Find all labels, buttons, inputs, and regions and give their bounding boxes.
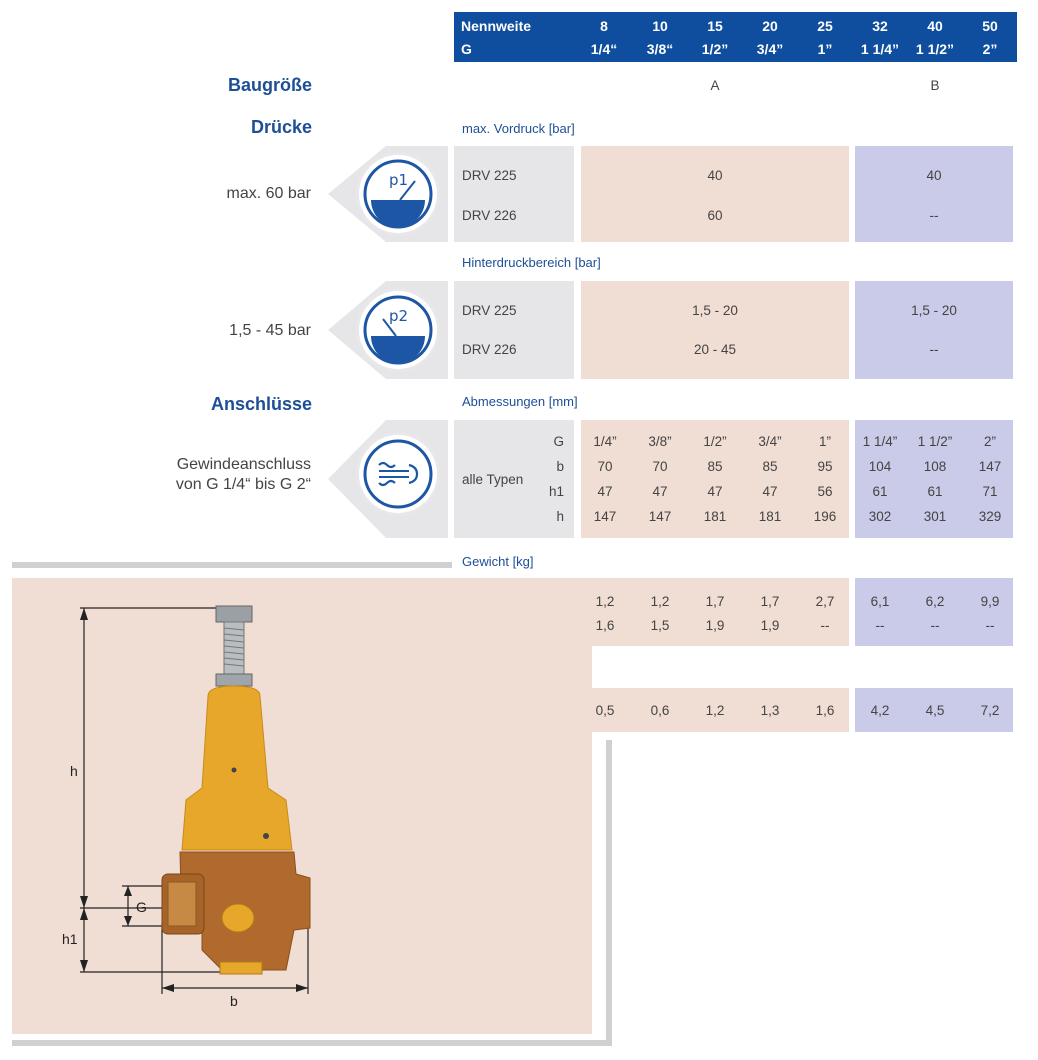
nennweite-40: 40 — [927, 18, 943, 34]
hinterdruck-size-a — [581, 281, 849, 379]
dim-key: h — [556, 509, 564, 524]
value-cell: 9,9 — [980, 594, 1000, 609]
anschluesse-side-line1: Gewindeanschluss — [176, 456, 311, 473]
value-cell: 1 1/4” — [862, 434, 898, 449]
value-cell: 147 — [593, 509, 617, 524]
value-cell: 95 — [817, 459, 833, 474]
value-cell: 104 — [868, 459, 892, 474]
vordruck-size-b — [855, 146, 1013, 242]
value-cell: 20 - 45 — [693, 342, 737, 357]
value-cell: 1,6 — [595, 618, 615, 633]
value-cell: 108 — [923, 459, 947, 474]
g-label: G — [461, 41, 472, 57]
g-size: 1 1/4” — [860, 41, 900, 57]
nennweite-25: 25 — [817, 18, 833, 34]
value-cell: 70 — [597, 459, 613, 474]
row-name: DRV 225 — [462, 303, 517, 318]
g-size: 1 1/2” — [915, 41, 955, 57]
value-cell: 61 — [872, 484, 888, 499]
value-cell: -- — [820, 618, 830, 633]
row-name: DRV 226 — [462, 342, 517, 357]
value-cell: 2,7 — [815, 594, 835, 609]
row-name: DRV 225 — [462, 168, 517, 183]
g-size: 3/8“ — [646, 41, 674, 57]
thread-connection-icon — [359, 435, 437, 513]
nennweite-50: 50 — [982, 18, 998, 34]
value-cell: 85 — [762, 459, 778, 474]
value-cell: 47 — [762, 484, 778, 499]
gewicht-title: Gewicht [kg] — [462, 554, 534, 569]
g-size: 2” — [982, 41, 998, 57]
valve-illustration — [12, 578, 592, 1034]
size-header — [454, 12, 1017, 62]
vordruck-size-a — [581, 146, 849, 242]
hinterdruck-side-text: 1,5 - 45 bar — [229, 322, 311, 339]
value-cell: 0,6 — [650, 703, 670, 718]
size-b-label: B — [930, 78, 940, 93]
svg-text:b: b — [230, 993, 238, 1009]
anschluesse-heading: Anschlüsse — [210, 394, 312, 414]
value-cell: 1/4” — [593, 434, 617, 449]
vordruck-side-text: max. 60 bar — [226, 185, 311, 202]
value-cell: 47 — [707, 484, 723, 499]
pressure-gauge-p2-icon — [359, 291, 437, 369]
value-cell: 302 — [868, 509, 892, 524]
nennweite-20: 20 — [762, 18, 778, 34]
type-label: alle Typen — [462, 472, 524, 487]
value-cell: 1,7 — [705, 594, 725, 609]
value-cell: 85 — [707, 459, 723, 474]
svg-text:p1: p1 — [389, 171, 409, 189]
nennweite-8: 8 — [600, 18, 608, 34]
nennweite-15: 15 — [707, 18, 723, 34]
vordruck-name-col — [454, 146, 574, 242]
value-cell: 60 — [707, 208, 723, 223]
nennweite-label: Nennweite — [461, 18, 532, 34]
nennweite-32: 32 — [872, 18, 888, 34]
value-cell: 329 — [978, 509, 1002, 524]
value-cell: 71 — [982, 484, 998, 499]
value-cell: 147 — [978, 459, 1002, 474]
value-cell: -- — [985, 618, 995, 633]
value-cell: 70 — [652, 459, 668, 474]
value-cell: 47 — [652, 484, 668, 499]
value-cell: -- — [929, 342, 939, 357]
row-name: DRV 226 — [462, 208, 517, 223]
value-cell: 1,5 - 20 — [911, 303, 957, 318]
value-cell: -- — [875, 618, 885, 633]
value-cell: 181 — [703, 509, 727, 524]
druecke-heading: Drücke — [250, 117, 312, 137]
value-cell: 1,2 — [705, 703, 725, 718]
frame-line — [606, 740, 612, 1044]
hinterdruck-size-b — [855, 281, 1013, 379]
value-cell: 1 1/2” — [917, 434, 953, 449]
size-a-label: A — [710, 78, 720, 93]
gewicht-size-a — [581, 578, 849, 646]
vordruck-title: max. Vordruck [bar] — [462, 121, 575, 136]
valve-drawing-panel — [12, 578, 592, 1034]
value-cell: 6,2 — [925, 594, 945, 609]
value-cell: 4,2 — [870, 703, 890, 718]
value-cell: 1,5 — [650, 618, 670, 633]
value-cell: 1,2 — [595, 594, 615, 609]
g-size: 3/4” — [756, 41, 784, 57]
value-cell: 3/8” — [648, 434, 672, 449]
value-cell: 1,5 - 20 — [692, 303, 738, 318]
value-cell: 56 — [817, 484, 833, 499]
value-cell: 1,9 — [705, 618, 725, 633]
value-cell: 1” — [818, 434, 831, 449]
value-cell: 1,2 — [650, 594, 670, 609]
g-size: 1/4“ — [590, 41, 618, 57]
frame-line — [12, 1040, 612, 1046]
svg-text:h: h — [70, 763, 78, 779]
value-cell: 181 — [758, 509, 782, 524]
value-cell: 3/4” — [758, 434, 782, 449]
g-size: 1” — [817, 41, 833, 57]
baugroesse-heading: Baugröße — [227, 75, 312, 95]
value-cell: 147 — [648, 509, 672, 524]
value-cell: 40 — [926, 168, 942, 183]
value-cell: 40 — [707, 168, 723, 183]
value-cell: 1/2” — [703, 434, 727, 449]
value-cell: 1,6 — [815, 703, 835, 718]
value-cell: 1,9 — [760, 618, 780, 633]
value-cell: 301 — [923, 509, 947, 524]
value-cell: 196 — [813, 509, 837, 524]
dim-key: h1 — [548, 484, 564, 499]
value-cell: 47 — [597, 484, 613, 499]
gewicht-size-b — [855, 578, 1013, 646]
nennweite-10: 10 — [652, 18, 668, 34]
value-cell: 0,5 — [595, 703, 615, 718]
value-cell: 61 — [927, 484, 943, 499]
value-cell: 1,3 — [760, 703, 780, 718]
value-cell: 1,7 — [760, 594, 780, 609]
abmessungen-title: Abmessungen [mm] — [462, 394, 578, 409]
hinterdruck-name-col — [454, 281, 574, 379]
svg-text:h1: h1 — [62, 931, 78, 947]
value-cell: -- — [929, 208, 939, 223]
value-cell: -- — [930, 618, 940, 633]
pressure-gauge-p1-icon — [359, 155, 437, 233]
dim-key: G — [553, 434, 564, 449]
value-cell: 7,2 — [980, 703, 1000, 718]
svg-text:p2: p2 — [389, 307, 409, 325]
g-size: 1/2” — [701, 41, 729, 57]
value-cell: 4,5 — [925, 703, 945, 718]
hinterdruck-title: Hinterdruckbereich [bar] — [462, 255, 601, 270]
frame-line — [12, 562, 452, 568]
svg-text:G: G — [136, 899, 147, 915]
value-cell: 6,1 — [870, 594, 890, 609]
value-cell: 2” — [983, 434, 996, 449]
dim-key: b — [556, 459, 564, 474]
anschluesse-side-line2: von G 1/4“ bis G 2“ — [175, 476, 311, 493]
